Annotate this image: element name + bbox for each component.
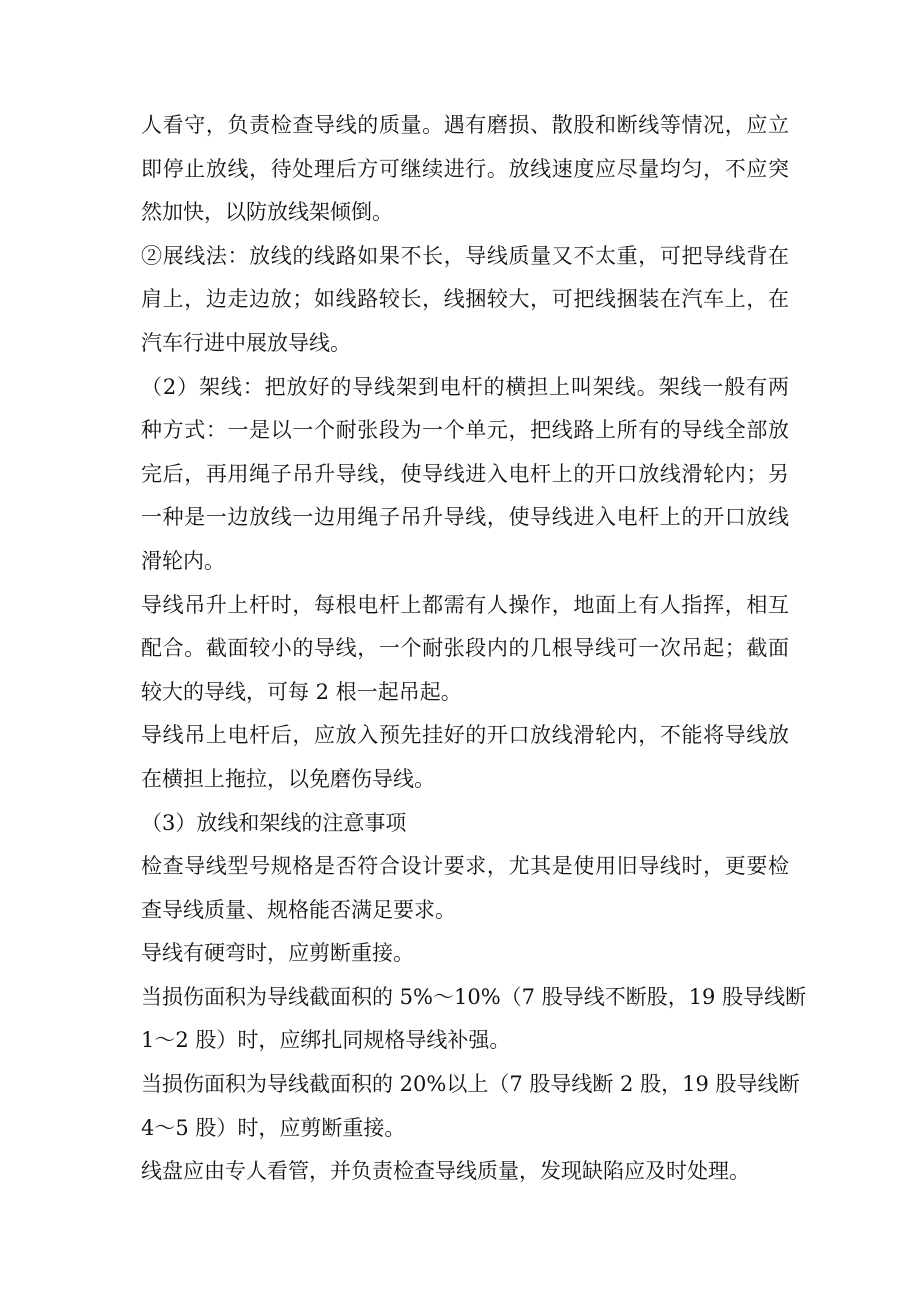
text-line: 在横担上拖拉，以免磨伤导线。 [141,766,435,791]
text-line: 1～2 股）时，应绑扎同规格导线补强。 [141,1028,511,1053]
text-line: 配合。截面较小的导线，一个耐张段内的几根导线可一次吊起；截面 [141,636,789,661]
paragraph-minor-damage [141,976,807,1063]
text-line: 导线有硬弯时，应剪断重接。 [141,941,414,966]
text-line: 4～5 股）时，应剪断重接。 [141,1115,406,1140]
paragraph-pulley [141,714,789,801]
text-line: （2）架线：把放好的导线架到电杆的横担上叫架线。架线一般有两 [141,374,789,399]
text-line: 然加快，以防放线架倾倒。 [141,200,393,225]
text-line: 当损伤面积为导线截面积的 5%～10%（7 股导线不断股，19 股导线断 [141,984,807,1009]
text-line: 线盘应由专人看管，并负责检查导线质量，发现缺陷应及时处理。 [141,1159,750,1184]
paragraph-stringing [141,366,789,584]
text-line: 人看守，负责检查导线的质量。遇有磨损、散股和断线等情况，应立 [141,113,789,137]
text-line: 查导线质量、规格能否满足要求。 [141,897,456,922]
text-line: 较大的导线，可每 2 根一起吊起。 [141,679,462,704]
paragraph-unrolling-method [141,235,789,366]
text-line: ②展线法：放线的线路如果不长，导线质量又不太重，可把导线背在 [141,243,789,268]
paragraph-hoisting [141,584,789,715]
text-line: 即停止放线，待处理后方可继续进行。放线速度应尽量均匀，不应突 [141,156,789,181]
section-heading-precautions [141,802,789,846]
paragraph-check-spec [141,845,789,932]
document-page [141,104,807,1194]
paragraph-hard-bend [141,932,789,976]
text-line: 完后，再用绳子吊升导线，使导线进入电杆上的开口放线滑轮内；另 [141,461,789,486]
paragraph-guarding-payout [141,104,789,235]
text-line: （3）放线和架线的注意事项 [141,810,407,835]
text-line: 汽车行进中展放导线。 [141,330,351,355]
text-line: 检查导线型号规格是否符合设计要求，尤其是使用旧导线时，更要检 [141,854,789,879]
text-line: 导线吊升上杆时，每根电杆上都需有人操作，地面上有人指挥，相互 [141,592,789,617]
text-line: 导线吊上电杆后，应放入预先挂好的开口放线滑轮内，不能将导线放 [141,723,789,748]
text-line: 一种是一边放线一边用绳子吊升导线，使导线进入电杆上的开口放线 [141,505,789,530]
text-line: 种方式：一是以一个耐张段为一个单元，把线路上所有的导线全部放 [141,418,789,443]
paragraph-reel-custody [141,1150,789,1194]
paragraph-major-damage [141,1063,800,1150]
text-line: 肩上，边走边放；如线路较长，线捆较大，可把线捆装在汽车上，在 [141,287,789,312]
text-line: 当损伤面积为导线截面积的 20%以上（7 股导线断 2 股，19 股导线断 [141,1072,800,1097]
text-line: 滑轮内。 [141,548,225,573]
